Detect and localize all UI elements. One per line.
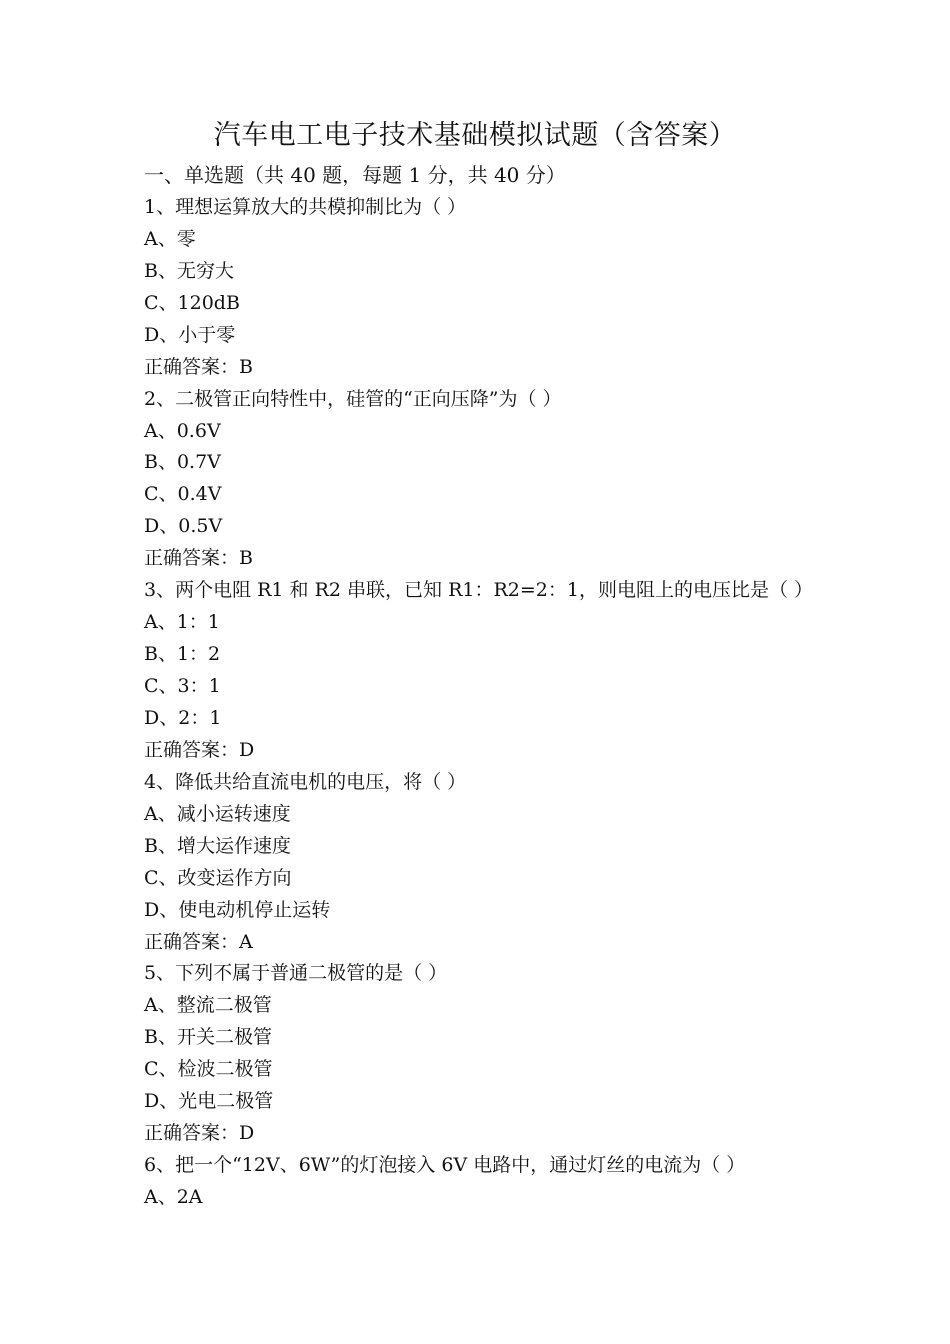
option-line: A、整流二极管 — [144, 994, 272, 1017]
option-line: A、0.6V — [144, 419, 221, 442]
option-line: B、无穷大 — [144, 259, 234, 282]
option-line: C、改变运作方向 — [144, 866, 292, 889]
section-heading: 一、单选题（共 40 题，每题 1 分，共 40 分） — [144, 163, 566, 187]
answer-line: 正确答案：D — [144, 1122, 255, 1145]
option-line: B、1：2 — [144, 643, 221, 666]
option-line: C、检波二极管 — [144, 1058, 273, 1081]
document-title: 汽车电工电子技术基础模拟试题（含答案） — [213, 120, 737, 151]
question-stem: 3、两个电阻 R1 和 R2 串联，已知 R1：R2=2：1，则电阻上的电压比是（ ） — [144, 579, 814, 602]
option-line: D、使电动机停止运转 — [144, 898, 331, 921]
question-list — [144, 160, 904, 1214]
option-line: A、1：1 — [144, 611, 220, 634]
option-line: B、增大运作速度 — [144, 834, 291, 857]
option-line: C、3：1 — [144, 675, 221, 697]
question-stem: 2、二极管正向特性中，硅管的“正向压降”为（ ） — [144, 387, 562, 410]
question-stem: 5、下列不属于普通二极管的是（ ） — [144, 962, 448, 985]
option-line: A、零 — [144, 227, 196, 250]
option-line: D、2：1 — [144, 706, 222, 729]
answer-line: 正确答案：D — [144, 738, 255, 761]
option-line: C、120dB — [144, 291, 240, 314]
question-stem: 6、把一个“12V、6W”的灯泡接入 6V 电路中，通过灯丝的电流为（ ） — [144, 1154, 746, 1177]
option-line: D、0.5V — [144, 515, 223, 538]
option-line: D、小于零 — [144, 323, 236, 346]
option-line: A、2A — [144, 1186, 203, 1208]
option-line: D、光电二极管 — [144, 1090, 274, 1113]
question-stem: 4、降低共给直流电机的电压，将（ ） — [144, 770, 467, 793]
question-stem: 1、理想运算放大的共模抑制比为（ ） — [144, 195, 467, 218]
option-line: B、开关二极管 — [144, 1026, 272, 1049]
answer-line: 正确答案：A — [144, 930, 253, 953]
option-line: C、0.4V — [144, 483, 222, 506]
answer-line: 正确答案：B — [144, 355, 253, 378]
answer-line: 正确答案：B — [144, 547, 253, 570]
option-line: A、减小运转速度 — [144, 802, 291, 825]
option-line: B、0.7V — [144, 451, 221, 474]
